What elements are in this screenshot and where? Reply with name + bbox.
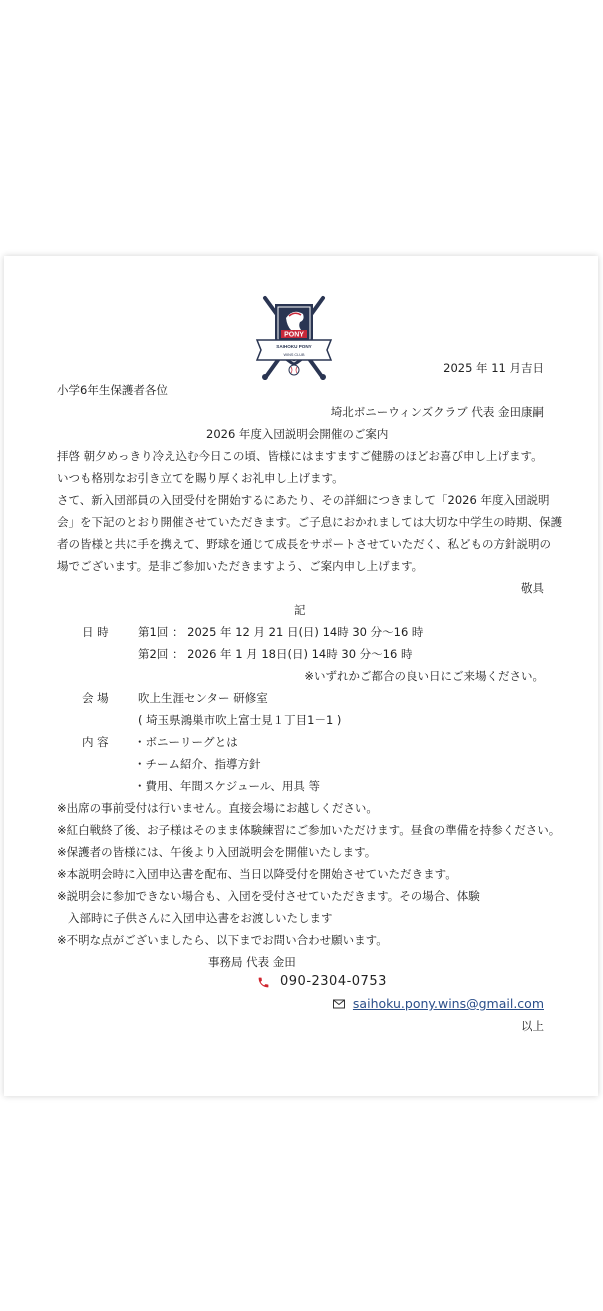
body-line-1: 拝啓 朝夕めっきり冷え込む今日この頃、皆様にはますますご健勝のほどお喜び申し上げます。 (57, 449, 543, 463)
schedule-session-1: 第1回 ： 2025 年 12 月 21 日(日) 14時 30 分～16 時 (138, 625, 424, 639)
contact-phone[interactable]: 090-2304-0753 (280, 974, 387, 989)
note-line: ※本説明会時に入団申込書を配布、当日以降受付を開始させていただきます。 (57, 867, 457, 881)
logo-band-text: SAIHOKU PONY (276, 344, 312, 349)
venue-name: 吹上生涯センター 研修室 (138, 691, 268, 705)
issue-date: 2025 年 11 月吉日 (443, 361, 544, 375)
logo-pony-text: PONY (284, 331, 304, 339)
content-item: ・費用、年間スケジュール、用具 等 (134, 779, 321, 793)
closing-keigu: 敬具 (521, 581, 544, 595)
venue-label: 会 場 (82, 691, 109, 705)
note-line: ※不明な点がございましたら、以下までお問い合わせ願います。 (57, 933, 388, 947)
body-line-2: いつも格別なお引き立てを賜り厚くお礼申し上げます。 (57, 471, 344, 485)
body-line-6: 場でございます。是非ご参加いただきますよう、ご案内申し上げます。 (57, 559, 424, 573)
body-line-3: さて、新入団部員の入団受付を開始するにあたり、その詳細につきまして「2026 年度入団説明 (57, 493, 550, 507)
content-item: ・ボニーリーグとは (134, 735, 238, 749)
contact-email-link[interactable]: saihoku.pony.wins@gmail.com (352, 996, 544, 1011)
note-line: ※出席の事前受付は行いません。直接会場にお越しください。 (57, 801, 378, 815)
contact-office: 事務局 代表 金田 (208, 955, 296, 969)
body-line-5: 者の皆様と共に手を携えて、野球を通じて成長をサポートさせていただく、私どもの方針説明の (57, 537, 552, 551)
note-line: ※説明会に参加できない場合も、入団を受付させていただきます。その場合、体験 (57, 889, 480, 903)
note-line: ※紅白戦終了後、お子様はそのまま体験練習にご参加いただけます。昼食の準備を持参ください。 (57, 823, 561, 837)
body-line-4: 会」を下記のとおり開催させていただきます。ご子息におかれましては大切な中学生の時期、保護 (57, 515, 563, 529)
closing-ijou: 以上 (521, 1019, 544, 1033)
logo-bottom-text: WINS CLUB (283, 353, 305, 357)
phone-icon (257, 976, 270, 989)
note-line: 入部時に子供さんに入団申込書をお渡しいたします (57, 911, 333, 925)
club-logo (253, 294, 335, 380)
document-page (4, 256, 598, 1096)
schedule-label: 日 時 (82, 625, 109, 639)
content-item: ・チーム紹介、指導方針 (134, 757, 261, 771)
content-label: 内 容 (82, 735, 109, 749)
venue-address: ( 埼玉県鴻巣市吹上富士見１丁目1－1 ) (138, 713, 342, 727)
document-title: 2026 年度入団説明会開催のご案内 (206, 427, 389, 441)
recipient: 小学6年生保護者各位 (57, 383, 168, 397)
schedule-session-2: 第2回 ： 2026 年 1 月 18日(日) 14時 30 分～16 時 (138, 647, 413, 661)
envelope-icon (333, 999, 345, 1009)
ki-heading: 記 (294, 603, 306, 617)
note-line: ※保護者の皆様には、午後より入団説明会を開催いたします。 (57, 845, 377, 859)
schedule-note: ※いずれかご都合の良い日にご来場ください。 (304, 669, 544, 683)
sender: 埼北ボニーウィンズクラブ 代表 金田康嗣 (330, 405, 544, 419)
